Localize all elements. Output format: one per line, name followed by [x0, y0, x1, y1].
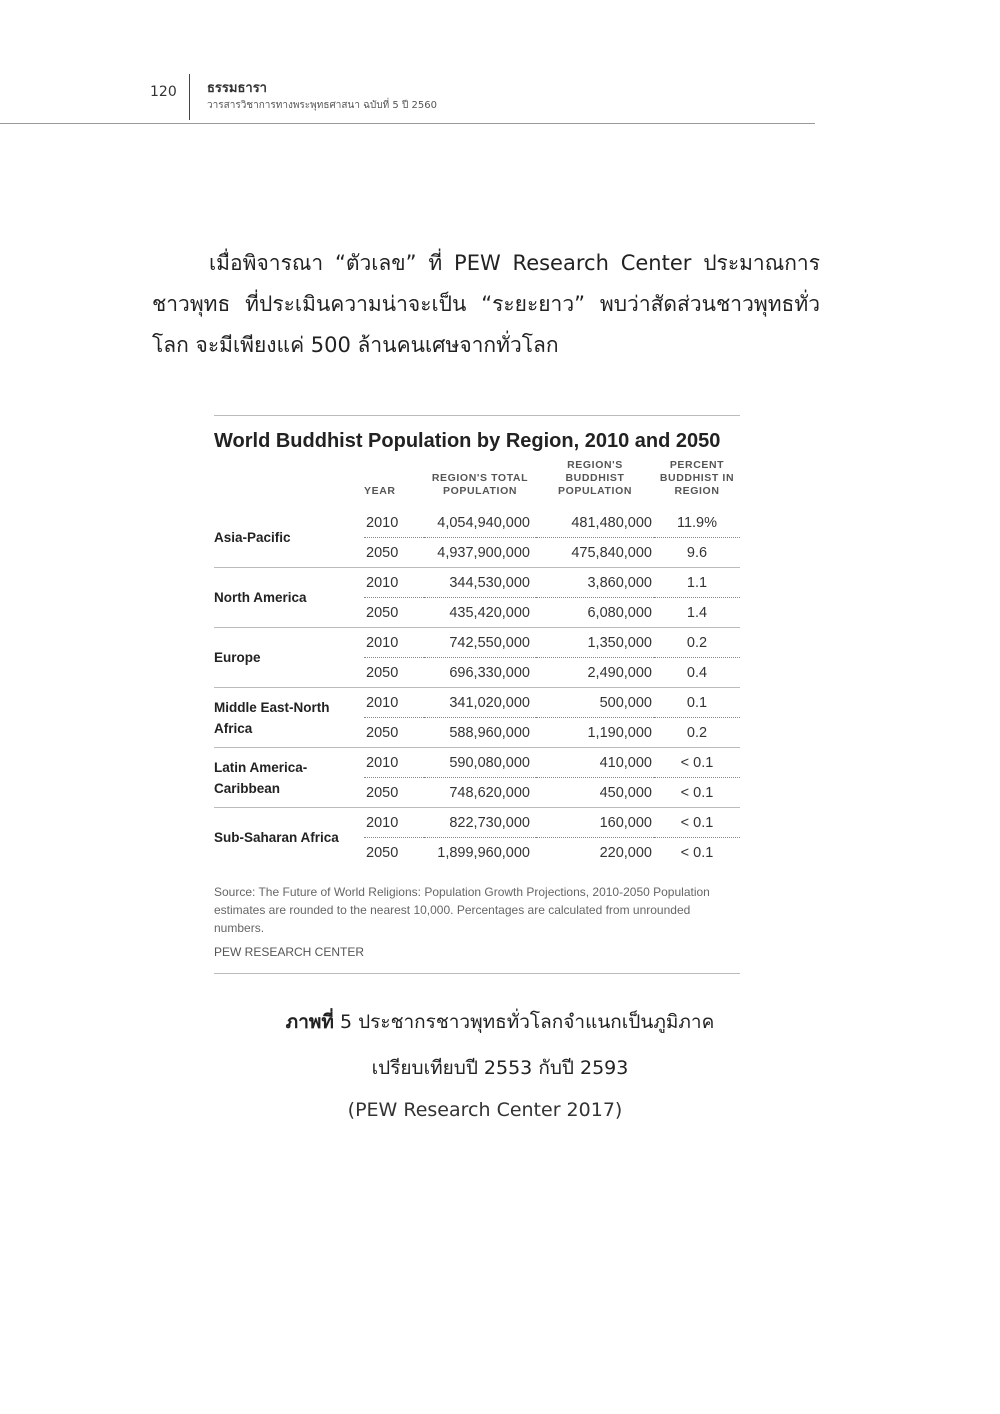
region-name: Latin America-Caribbean	[214, 748, 364, 808]
percent-cell: < 0.1	[654, 748, 740, 778]
header-rule	[0, 123, 815, 124]
percent-cell: < 0.1	[654, 808, 740, 838]
total-cell: 696,330,000	[449, 664, 530, 681]
table-row	[214, 508, 740, 538]
population-table	[214, 459, 740, 867]
percent-cell: 1.1	[654, 568, 740, 598]
figure-title: World Buddhist Population by Region, 2010 and 2050	[214, 430, 721, 452]
region-name: Middle East-North Africa	[214, 688, 364, 748]
percent-cell: 1.4	[686, 604, 708, 621]
buddhist-population-header: REGION'S BUDDHIST POPULATION	[557, 459, 633, 497]
buddhist-cell: 450,000	[599, 784, 652, 801]
table-row	[214, 748, 740, 778]
year-cell: 2010	[364, 748, 424, 778]
region-name: Asia-Pacific	[214, 530, 291, 545]
percent-cell: 0.2	[654, 628, 740, 658]
buddhist-cell: 1,350,000	[536, 628, 654, 658]
year-cell: 2050	[366, 784, 399, 801]
year-cell: 2050	[366, 544, 399, 561]
table-row	[214, 688, 740, 718]
figure-table	[214, 415, 740, 974]
figure-source-note: Source: The Future of World Religions: Population Growth Projections, 2010-2050 Population estimates are rounded to the nearest 10,000. Percentages are calculated from unrounded numbers.	[214, 885, 710, 935]
year-cell: 2010	[364, 688, 424, 718]
region-header	[214, 459, 364, 508]
year-cell: 2010	[364, 628, 424, 658]
total-cell: 590,080,000	[424, 748, 536, 778]
percent-cell: < 0.1	[680, 844, 714, 861]
percent-cell: 0.2	[686, 724, 708, 741]
page-number: 120	[150, 84, 177, 100]
table-body	[214, 508, 740, 867]
header-divider	[189, 74, 190, 120]
buddhist-cell: 475,840,000	[571, 544, 652, 561]
percent-cell: < 0.1	[680, 784, 714, 801]
table-row	[214, 568, 740, 598]
year-cell: 2050	[366, 664, 399, 681]
year-cell: 2010	[364, 568, 424, 598]
year-cell: 2050	[366, 724, 399, 741]
figure-caption-source: (PEW Research Center 2017)	[347, 1099, 623, 1121]
buddhist-cell: 160,000	[536, 808, 654, 838]
buddhist-cell: 220,000	[599, 844, 652, 861]
figure-top-rule	[214, 415, 740, 416]
region-name: Sub-Saharan Africa	[214, 808, 364, 868]
figure-caption-line1	[0, 1007, 1000, 1037]
caption-text: 5 ประชากรชาวพุทธทั่วโลกจำแนกเป็นภูมิภาค	[339, 1011, 715, 1033]
year-cell: 2050	[366, 604, 399, 621]
total-cell: 344,530,000	[424, 568, 536, 598]
year-cell: 2050	[366, 844, 399, 861]
year-cell: 2010	[364, 508, 424, 538]
journal-title: ธรรมธารา	[207, 81, 267, 96]
region-name: North America	[214, 568, 364, 628]
total-cell: 822,730,000	[424, 808, 536, 838]
body-paragraph: เมื่อพิจารณา “ตัวเลข” ที่ PEW Research Center ประมาณการชาวพุทธ ที่ประเมินความน่าจะเป็น “ระยะยาว” พบว่าสัดส่วนชาวพุทธทั่วโลก จะมีเพียงแค่ 500 ล้านคนเศษจากทั่วโลก	[152, 251, 820, 357]
caption-label: ภาพที่	[285, 1011, 334, 1033]
figure-caption-line2: เปรียบเทียบปี 2553 กับปี 2593	[371, 1057, 629, 1079]
total-cell: 742,550,000	[424, 628, 536, 658]
table-row	[214, 628, 740, 658]
percent-cell: 9.6	[686, 544, 708, 561]
percent-buddhist-header: PERCENT BUDDHIST IN REGION	[659, 459, 735, 497]
figure-bottom-rule	[214, 973, 740, 974]
total-cell: 4,937,900,000	[437, 544, 530, 561]
buddhist-cell: 6,080,000	[587, 604, 652, 621]
total-cell: 748,620,000	[449, 784, 530, 801]
table-row	[214, 808, 740, 838]
buddhist-cell: 500,000	[536, 688, 654, 718]
journal-subtitle: วารสารวิชาการทางพระพุทธศาสนา ฉบับที่ 5 ปี 2560	[207, 100, 437, 111]
buddhist-cell: 3,860,000	[536, 568, 654, 598]
percent-cell: 0.1	[654, 688, 740, 718]
percent-cell: 0.4	[686, 664, 708, 681]
total-cell: 588,960,000	[449, 724, 530, 741]
region-name: Europe	[214, 628, 364, 688]
figure-organization: PEW RESEARCH CENTER	[214, 945, 365, 959]
total-cell: 341,020,000	[424, 688, 536, 718]
total-cell: 1,899,960,000	[437, 844, 530, 861]
buddhist-cell: 410,000	[536, 748, 654, 778]
total-population-header: REGION'S TOTAL POPULATION	[431, 472, 529, 497]
buddhist-cell: 1,190,000	[587, 724, 652, 741]
year-cell: 2010	[364, 808, 424, 838]
total-cell: 4,054,940,000	[424, 508, 536, 538]
buddhist-cell: 481,480,000	[536, 508, 654, 538]
year-header: YEAR	[364, 485, 396, 497]
table-header-row	[214, 459, 740, 508]
percent-cell: 11.9%	[654, 508, 740, 538]
buddhist-cell: 2,490,000	[587, 664, 652, 681]
total-cell: 435,420,000	[449, 604, 530, 621]
